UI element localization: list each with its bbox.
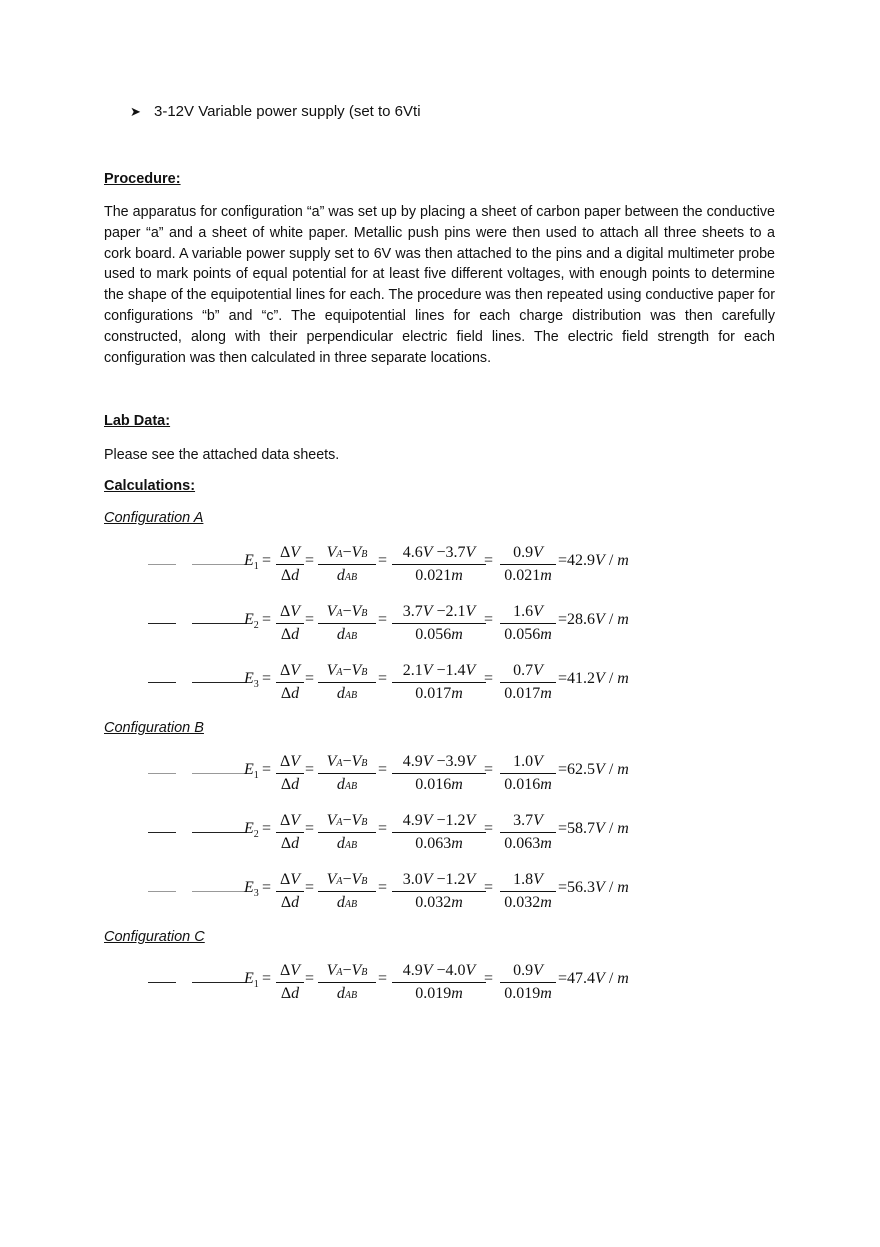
equation-rule bbox=[148, 682, 176, 683]
delta-fraction: $\frac{\Delta V}{\Delta d}$ bbox=[276, 960, 304, 1005]
delta-fraction: $\frac{\Delta V}{\Delta d}$ bbox=[276, 810, 304, 855]
equipment-text: 3-12V Variable power supply (set to 6Vti bbox=[154, 103, 421, 120]
reduced-fraction: $\frac{3.7V}{0.063m}$ bbox=[500, 810, 556, 855]
delta-fraction: $\frac{\Delta V}{\Delta d}$ bbox=[276, 660, 304, 705]
field-equation: $E_1$ = $\frac{\Delta V}{\Delta d}$ = VA−VB dAB = $\frac{4.9V -3.9V}{0.016m}$ = $\frac{1.0V}{0.016m}$ =62.5V / m bbox=[0, 751, 880, 803]
reduced-fraction: $\frac{0.9V}{0.019m}$ bbox=[500, 960, 556, 1005]
field-equation: $E_2$ = $\frac{\Delta V}{\Delta d}$ = VA−VB dAB = $\frac{4.9V -1.2V}{0.063m}$ = $\frac{3.7V}{0.063m}$ =58.7V / m bbox=[0, 810, 880, 862]
delta-fraction: $\frac{\Delta V}{\Delta d}$ bbox=[276, 601, 304, 646]
field-symbol: $E_3$ bbox=[244, 879, 259, 900]
potential-fraction: VA−VB dAB bbox=[318, 960, 376, 1005]
equation-rule bbox=[148, 832, 176, 833]
equation-rule bbox=[192, 832, 247, 833]
equation-rule bbox=[192, 982, 247, 983]
numeric-fraction: $\frac{3.0V -1.2V}{0.032m}$ bbox=[392, 869, 486, 914]
potential-fraction: VA−VB dAB bbox=[318, 542, 376, 587]
field-symbol: $E_1$ bbox=[244, 970, 259, 991]
potential-fraction: VA−VB dAB bbox=[318, 601, 376, 646]
config-b-title: Configuration B bbox=[104, 720, 204, 736]
field-equation: $E_3$ = $\frac{\Delta V}{\Delta d}$ = VA−VB dAB = $\frac{2.1V -1.4V}{0.017m}$ = $\frac{0.7V}{0.017m}$ =41.2V / m bbox=[0, 660, 880, 712]
equation-rule bbox=[192, 623, 247, 624]
equation-rule bbox=[148, 891, 176, 892]
numeric-fraction: $\frac{4.9V -1.2V}{0.063m}$ bbox=[392, 810, 486, 855]
procedure-heading: Procedure: bbox=[104, 171, 181, 187]
delta-fraction: $\frac{\Delta V}{\Delta d}$ bbox=[276, 542, 304, 587]
delta-fraction: $\frac{\Delta V}{\Delta d}$ bbox=[276, 869, 304, 914]
equation-rule bbox=[148, 623, 176, 624]
field-result: =47.4V / m bbox=[558, 970, 629, 987]
lab-data-text: Please see the attached data sheets. bbox=[104, 447, 340, 463]
numeric-fraction: $\frac{2.1V -1.4V}{0.017m}$ bbox=[392, 660, 486, 705]
field-result: =56.3V / m bbox=[558, 879, 629, 896]
potential-fraction: VA−VB dAB bbox=[318, 660, 376, 705]
field-result: =58.7V / m bbox=[558, 820, 629, 837]
reduced-fraction: $\frac{1.0V}{0.016m}$ bbox=[500, 751, 556, 796]
field-result: =28.6V / m bbox=[558, 611, 629, 628]
equation-rule bbox=[148, 982, 176, 983]
field-symbol: $E_2$ bbox=[244, 820, 259, 841]
field-symbol: $E_2$ bbox=[244, 611, 259, 632]
potential-fraction: VA−VB dAB bbox=[318, 869, 376, 914]
calculations-heading: Calculations: bbox=[104, 478, 196, 494]
equation-rule bbox=[192, 564, 247, 565]
field-equation: $E_2$ = $\frac{\Delta V}{\Delta d}$ = VA−VB dAB = $\frac{3.7V -2.1V}{0.056m}$ = $\frac{1.6V}{0.056m}$ =28.6V / m bbox=[0, 601, 880, 653]
field-symbol: $E_3$ bbox=[244, 670, 259, 691]
field-symbol: $E_1$ bbox=[244, 552, 259, 573]
equation-rule bbox=[148, 564, 176, 565]
lab-data-heading: Lab Data: bbox=[104, 413, 171, 429]
numeric-fraction: $\frac{3.7V -2.1V}{0.056m}$ bbox=[392, 601, 486, 646]
field-result: =42.9V / m bbox=[558, 552, 629, 569]
equation-rule bbox=[192, 891, 247, 892]
config-a-title: Configuration A bbox=[104, 510, 204, 526]
equipment-list-item bbox=[130, 103, 421, 120]
equation-rule bbox=[192, 682, 247, 683]
equation-rule bbox=[148, 773, 176, 774]
field-equation: $E_1$ = $\frac{\Delta V}{\Delta d}$ = VA−VB dAB = $\frac{4.6V -3.7V}{0.021m}$ = $\frac{0.9V}{0.021m}$ =42.9V / m bbox=[0, 542, 880, 594]
field-result: =41.2V / m bbox=[558, 670, 629, 687]
field-equation: $E_1$ = $\frac{\Delta V}{\Delta d}$ = VA−VB dAB = $\frac{4.9V -4.0V}{0.019m}$ = $\frac{0.9V}{0.019m}$ =47.4V / m bbox=[0, 960, 880, 1012]
field-result: =62.5V / m bbox=[558, 761, 629, 778]
procedure-paragraph: The apparatus for configuration “a” was set up by placing a sheet of carbon paper between the conductive paper “a” and a sheet of white paper. Metallic push pins were then used to attach all three sheets to a cork board. A variable power supply set to 6V was then attached to the pins and a digital multimeter probe used to mark points of equal potential for at least five different voltages, with enough points to determine the shape of the equipotential lines for each. The procedure was then repeated using conductive paper for configurations “b” and “c”. The equipotential lines for each charge distribution was then carefully constructed, along with their perpendicular electric field lines. The electric field strength for each configuration was then calculated in three separate locations. bbox=[104, 204, 775, 366]
numeric-fraction: $\frac{4.9V -3.9V}{0.016m}$ bbox=[392, 751, 486, 796]
reduced-fraction: $\frac{0.7V}{0.017m}$ bbox=[500, 660, 556, 705]
arrow-bullet-icon: ➤ bbox=[130, 104, 141, 119]
reduced-fraction: $\frac{0.9V}{0.021m}$ bbox=[500, 542, 556, 587]
reduced-fraction: $\frac{1.8V}{0.032m}$ bbox=[500, 869, 556, 914]
numeric-fraction: $\frac{4.6V -3.7V}{0.021m}$ bbox=[392, 542, 486, 587]
reduced-fraction: $\frac{1.6V}{0.056m}$ bbox=[500, 601, 556, 646]
potential-fraction: VA−VB dAB bbox=[318, 810, 376, 855]
field-symbol: $E_1$ bbox=[244, 761, 259, 782]
potential-fraction: VA−VB dAB bbox=[318, 751, 376, 796]
field-equation: $E_3$ = $\frac{\Delta V}{\Delta d}$ = VA−VB dAB = $\frac{3.0V -1.2V}{0.032m}$ = $\frac{1.8V}{0.032m}$ =56.3V / m bbox=[0, 869, 880, 921]
equation-rule bbox=[192, 773, 247, 774]
numeric-fraction: $\frac{4.9V -4.0V}{0.019m}$ bbox=[392, 960, 486, 1005]
config-c-title: Configuration C bbox=[104, 929, 205, 945]
delta-fraction: $\frac{\Delta V}{\Delta d}$ bbox=[276, 751, 304, 796]
